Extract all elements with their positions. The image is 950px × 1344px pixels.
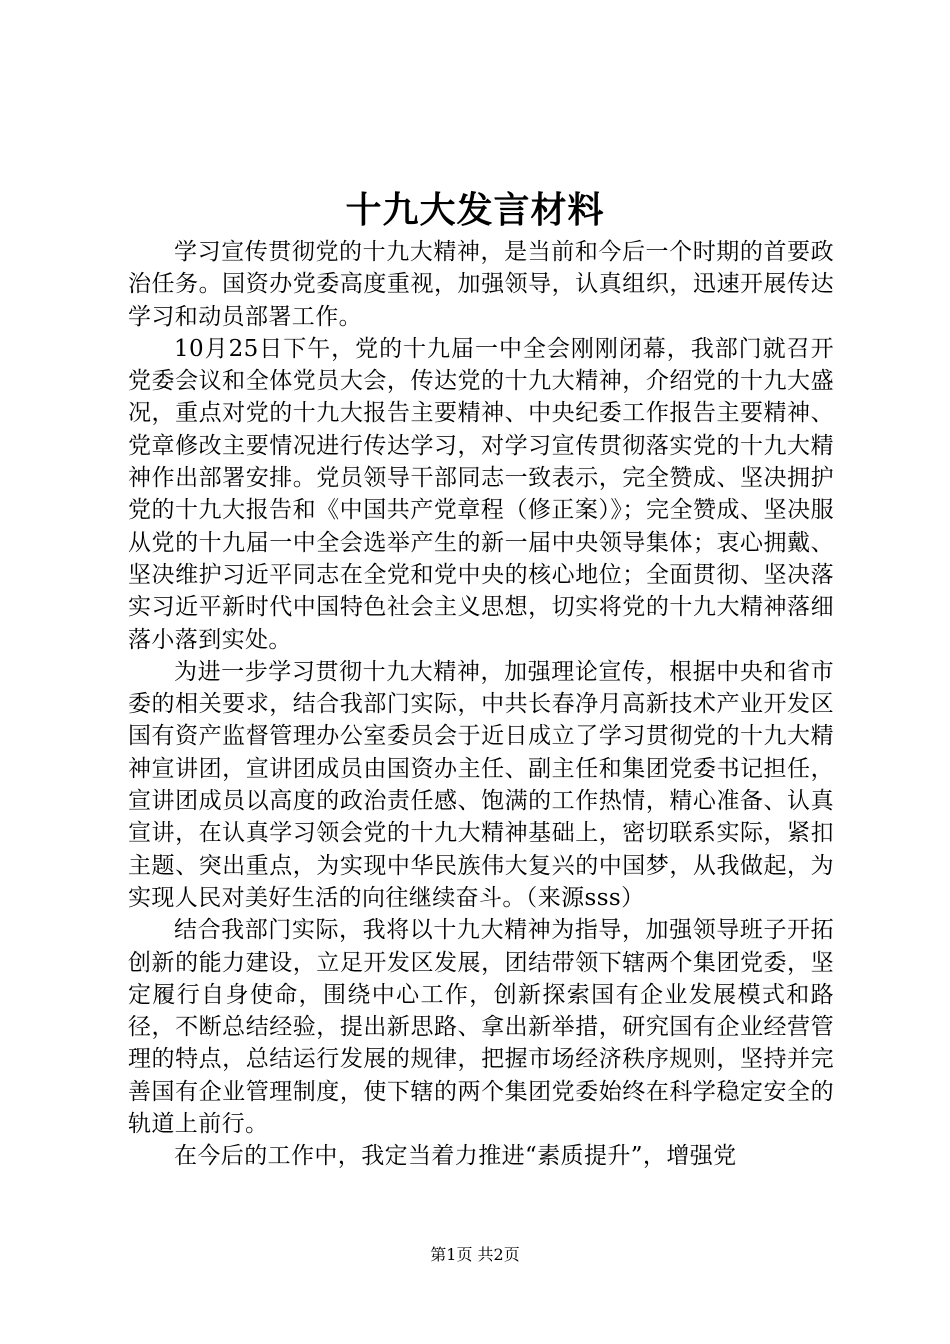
paragraph-3: 为进一步学习贯彻十九大精神，加强理论宣传，根据中央和省市委的相关要求，结合我部门实际，中共长春净月高新技术产业开发区国有资产监督管理办公室委员会于近日成立了学习贯彻党的十九大精神宣讲团，宣讲团成员由国资办主任、副主任和集团党委书记担任，宣讲团成员以高度的政治责任感、饱满的工作热情，精心准备、认真宣讲，在认真学习领会党的十九大精神基础上，密切联系实际，紧扣主题、突出重点，为实现中华民族伟大复兴的中国梦，从我做起，为实现人民对美好生活的向往继续奋斗。（来源sss） <box>128 658 834 911</box>
page-number-footer: 第1页 共2页 <box>430 1245 520 1264</box>
document-body <box>128 236 834 1173</box>
paragraph-1: 学习宣传贯彻党的十九大精神，是当前和今后一个时期的首要政治任务。国资办党委高度重视，加强领导，认真组织，迅速开展传达学习和动员部署工作。 <box>128 239 834 330</box>
paragraph-5: 在今后的工作中，我定当着力推进“素质提升”，增强党 <box>174 1143 737 1170</box>
paragraph-2: 10月25日下午，党的十九届一中全会刚刚闭幕，我部门就召开党委会议和全体党员大会，传达党的十九大精神，介绍党的十九大盛况，重点对党的十九大报告主要精神、中央纪委工作报告主要精神、党章修改主要情况进行传达学习，对学习宣传贯彻落实党的十九大精神作出部署安排。党员领导干部同志一致表示，完全赞成、坚决拥护党的十九大报告和《中国共产党章程（修正案）》；完全赞成、坚决服从党的十九届一中全会选举产生的新一届中央领导集体；衷心拥戴、坚决维护习近平同志在全党和党中央的核心地位；全面贯彻、坚决落实习近平新时代中国特色社会主义思想，切实将党的十九大精神落细落小落到实处。 <box>128 335 834 653</box>
paragraph-4: 结合我部门实际，我将以十九大精神为指导，加强领导班子开拓创新的能力建设，立足开发区发展，团结带领下辖两个集团党委，坚定履行自身使命，围绕中心工作，创新探索国有企业发展模式和路径，不断总结经验，提出新思路、拿出新举措，研究国有企业经营管理的特点，总结运行发展的规律，把握市场经济秩序规则，坚持并完善国有企业管理制度，使下辖的两个集团党委始终在科学稳定安全的轨道上前行。 <box>128 917 834 1138</box>
document-title: 十九大发言材料 <box>345 189 605 231</box>
